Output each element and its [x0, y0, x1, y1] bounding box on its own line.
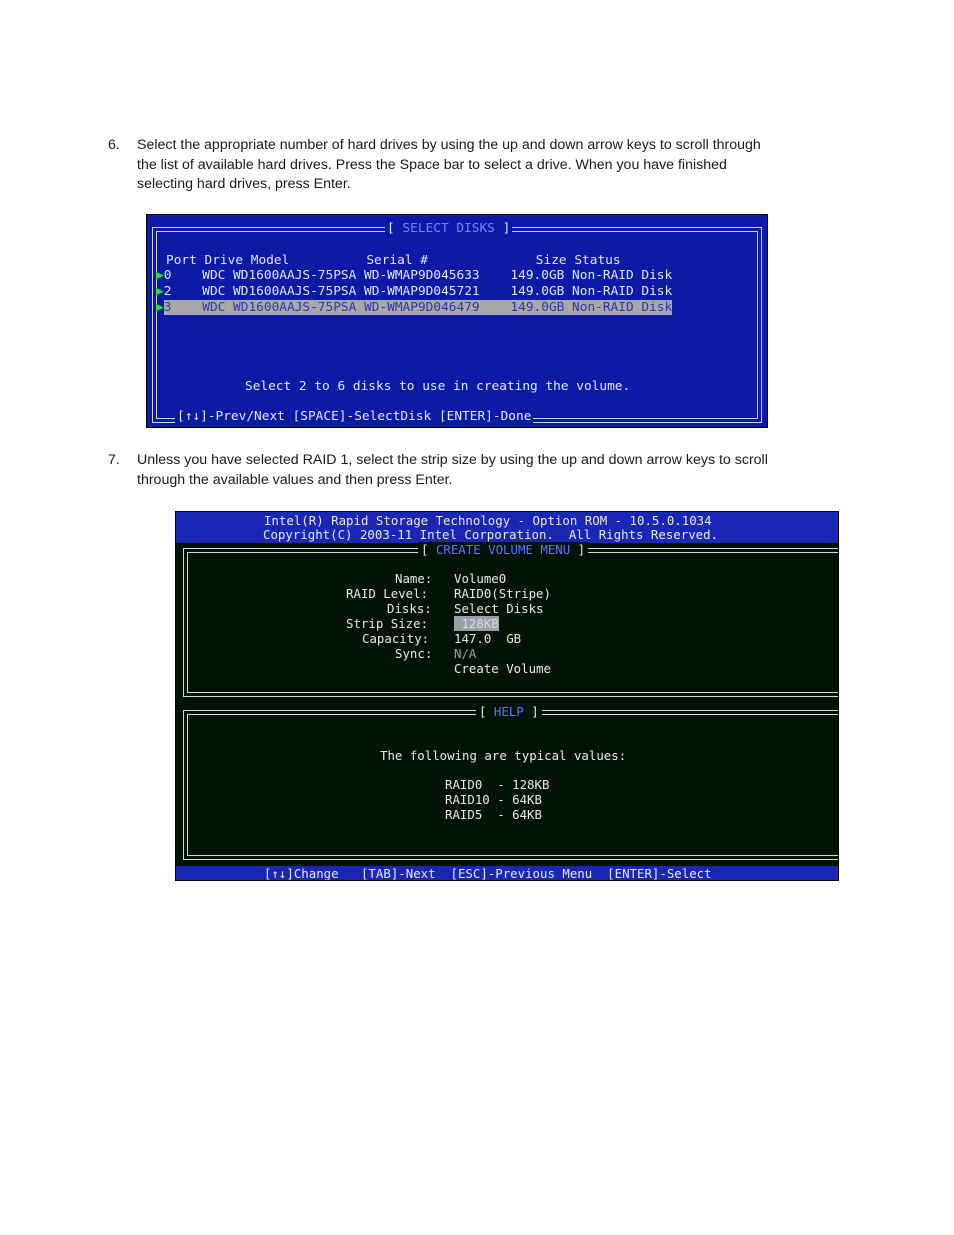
disk-row-selected[interactable]: ▶3 WDC WD1600AAJS-75PSA WD-WMAP9D046479 149.0GB Non-RAID Disk: [156, 300, 673, 315]
arrow-right-icon: ▶: [156, 268, 164, 283]
arrow-right-icon: ▶: [156, 284, 164, 299]
disks-label: Disks:: [387, 601, 432, 616]
create-volume-footer: [↑↓]Change [TAB]-Next [ESC]-Previous Menu [ENTER]-Select: [264, 866, 712, 881]
step-6: [108, 136, 808, 195]
strip-size-value[interactable]: 128KB: [454, 616, 499, 631]
step-7: [108, 451, 808, 490]
capacity-label: Capacity:: [362, 631, 430, 646]
disks-value[interactable]: Select Disks: [454, 601, 544, 616]
help-value: RAID0 - 128KB: [445, 777, 550, 792]
copyright-line: Copyright(C) 2003-11 Intel Corporation. All Rights Reserved.: [263, 527, 719, 542]
select-instruction: Select 2 to 6 disks to use in creating the volume.: [245, 379, 631, 394]
arrow-right-icon: ▶: [156, 300, 164, 315]
step-line: Unless you have selected RAID 1, select the strip size by using the up and down arrow keys to scroll: [137, 452, 768, 468]
step-line: through the available values and then press Enter.: [137, 471, 453, 488]
step-line: Select the appropriate number of hard drives by using the up and down arrow keys to scroll through: [137, 137, 761, 153]
raid-level-label: RAID Level:: [346, 586, 429, 601]
step-line: selecting hard drives, press Enter.: [137, 176, 351, 193]
disk-row[interactable]: ▶2 WDC WD1600AAJS-75PSA WD-WMAP9D045721 149.0GB Non-RAID Disk: [156, 284, 673, 299]
option-rom-title: Intel(R) Rapid Storage Technology - Option ROM - 10.5.0.1034: [264, 513, 712, 528]
help-value: RAID10 - 64KB: [445, 792, 542, 807]
create-volume-menu-title: [ CREATE VOLUME MENU ]: [418, 542, 588, 557]
raid-level-value[interactable]: RAID0(Stripe): [454, 586, 551, 601]
help-value: RAID5 - 64KB: [445, 807, 542, 822]
name-value[interactable]: Volume0: [454, 571, 507, 586]
name-label: Name:: [395, 571, 433, 586]
step-number: 6.: [108, 137, 120, 153]
disk-row[interactable]: ▶0 WDC WD1600AAJS-75PSA WD-WMAP9D045633 149.0GB Non-RAID Disk: [156, 268, 673, 283]
strip-size-label: Strip Size:: [346, 616, 429, 631]
help-intro: The following are typical values:: [380, 748, 627, 763]
select-disks-title: [ SELECT DISKS ]: [387, 221, 511, 236]
select-disks-screenshot: [146, 214, 768, 428]
disk-table-header: Port Drive Model Serial # Size Status: [166, 253, 621, 268]
create-volume-option[interactable]: Create Volume: [454, 661, 551, 676]
help-title: [ HELP ]: [476, 704, 542, 719]
create-volume-screenshot: [175, 511, 839, 881]
capacity-value[interactable]: 147.0 GB: [454, 631, 522, 646]
select-disks-footer: [↑↓]-Prev/Next [SPACE]-SelectDisk [ENTER]-Done: [177, 409, 532, 424]
sync-value: N/A: [454, 646, 477, 661]
step-line: the list of available hard drives. Press the Space bar to select a drive. When you have finished: [137, 156, 727, 173]
step-number: 7.: [108, 452, 120, 468]
sync-label: Sync:: [395, 646, 433, 661]
